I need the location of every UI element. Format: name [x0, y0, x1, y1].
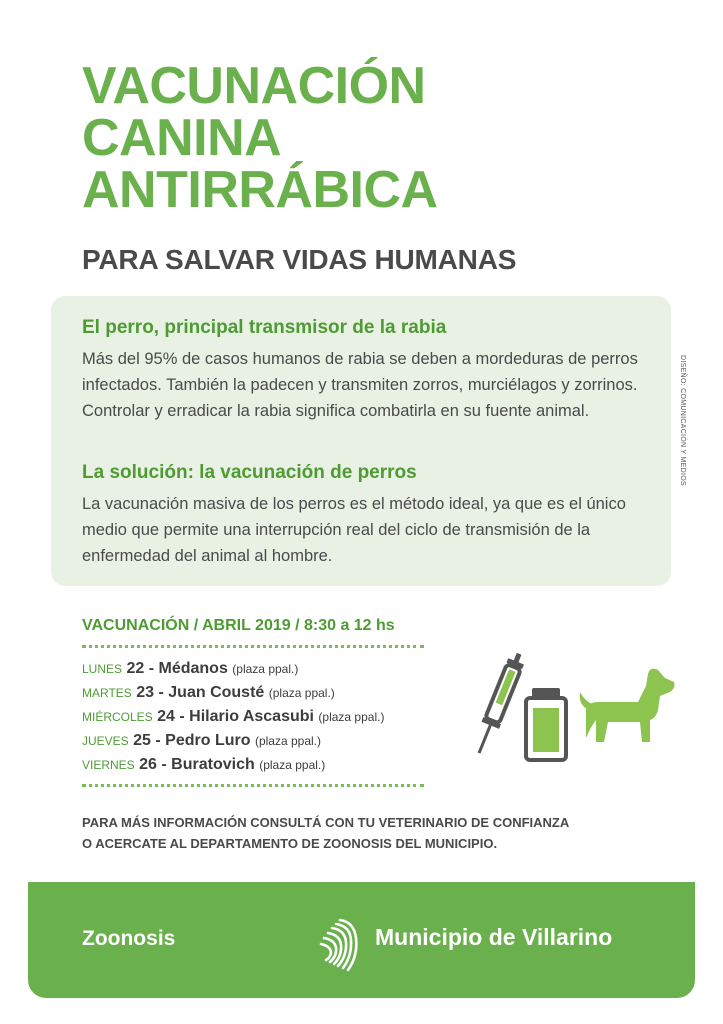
schedule-date: 25 -	[133, 732, 161, 749]
schedule-note: (plaza ppal.)	[259, 758, 326, 772]
schedule-place: Juan Cousté	[168, 684, 265, 701]
schedule-place: Buratovich	[171, 756, 255, 773]
municipio-villarino-logo-icon	[318, 916, 362, 974]
schedule-day: LUNES	[82, 662, 123, 676]
footer-municipio: Municipio de Villarino	[375, 924, 613, 950]
schedule-list	[82, 657, 384, 777]
schedule-place: Médanos	[158, 660, 228, 677]
schedule-item	[82, 657, 384, 681]
schedule-item	[82, 705, 384, 729]
schedule-item	[82, 681, 384, 705]
schedule-day: JUEVES	[82, 734, 129, 748]
schedule-heading: VACUNACIÓN / ABRIL 2019 / 8:30 a 12 hs	[82, 617, 395, 634]
schedule-date: 26 -	[139, 756, 167, 773]
schedule-note: (plaza ppal.)	[232, 662, 299, 676]
contact-line-2: O ACERCATE AL DEPARTAMENTO DE ZOONOSIS DEL MUNICIPIO.	[82, 836, 498, 851]
section-body-solution: La vacunación masiva de los perros es el método ideal, ya que es el único medio que permite una interrupción real del ciclo de transmisión de la enfermedad del animal al hombre.	[82, 495, 626, 565]
schedule-item	[82, 729, 384, 753]
schedule-date: 24 -	[157, 708, 185, 725]
schedule-date: 22 -	[126, 660, 155, 677]
schedule-day: VIERNES	[82, 758, 135, 772]
section-title-solution: La solución: la vacunación de perros	[82, 462, 417, 483]
schedule-day: MIÉRCOLES	[82, 710, 153, 724]
schedule-note: (plaza ppal.)	[268, 686, 335, 700]
title-line-3: ANTIRRÁBICA	[82, 161, 438, 219]
title-line-2: CANINA	[82, 109, 282, 167]
vaccine-vial-icon	[526, 688, 566, 760]
vaccination-illustration	[462, 648, 677, 766]
schedule-place: Hilario Ascasubi	[189, 708, 314, 725]
schedule-date: 23 -	[136, 684, 164, 701]
title-line-1: VACUNACIÓN	[82, 57, 426, 115]
poster-subtitle: PARA SALVAR VIDAS HUMANAS	[82, 244, 517, 275]
schedule-day: MARTES	[82, 686, 132, 700]
section-body-transmitter: Más del 95% de casos humanos de rabia se deben a mordeduras de perros infectados. También la padecen y transmiten zorros, murciélagos y zorrinos. Controlar y erradicar la rabia significa combatirla en su fuente animal.	[82, 350, 638, 420]
dog-icon	[580, 669, 675, 742]
section-title-transmitter: El perro, principal transmisor de la rabia	[82, 317, 447, 338]
schedule-place: Pedro Luro	[165, 732, 251, 749]
contact-info	[82, 812, 569, 854]
syringe-icon	[470, 650, 528, 756]
schedule-note: (plaza ppal.)	[318, 710, 385, 724]
contact-line-1: PARA MÁS INFORMACIÓN CONSULTÁ CON TU VETERINARIO DE CONFIANZA	[82, 815, 570, 830]
dotted-divider-bottom	[82, 784, 424, 787]
schedule-note: (plaza ppal.)	[254, 734, 322, 748]
footer-bar	[28, 882, 695, 998]
footer-zoonosis: Zoonosis	[82, 927, 176, 950]
dotted-divider-top	[82, 645, 424, 648]
schedule-item	[82, 753, 384, 777]
poster-title	[82, 57, 438, 219]
design-credit: DISEÑO: COMUNICACIÓN Y MEDIOS	[679, 355, 686, 486]
